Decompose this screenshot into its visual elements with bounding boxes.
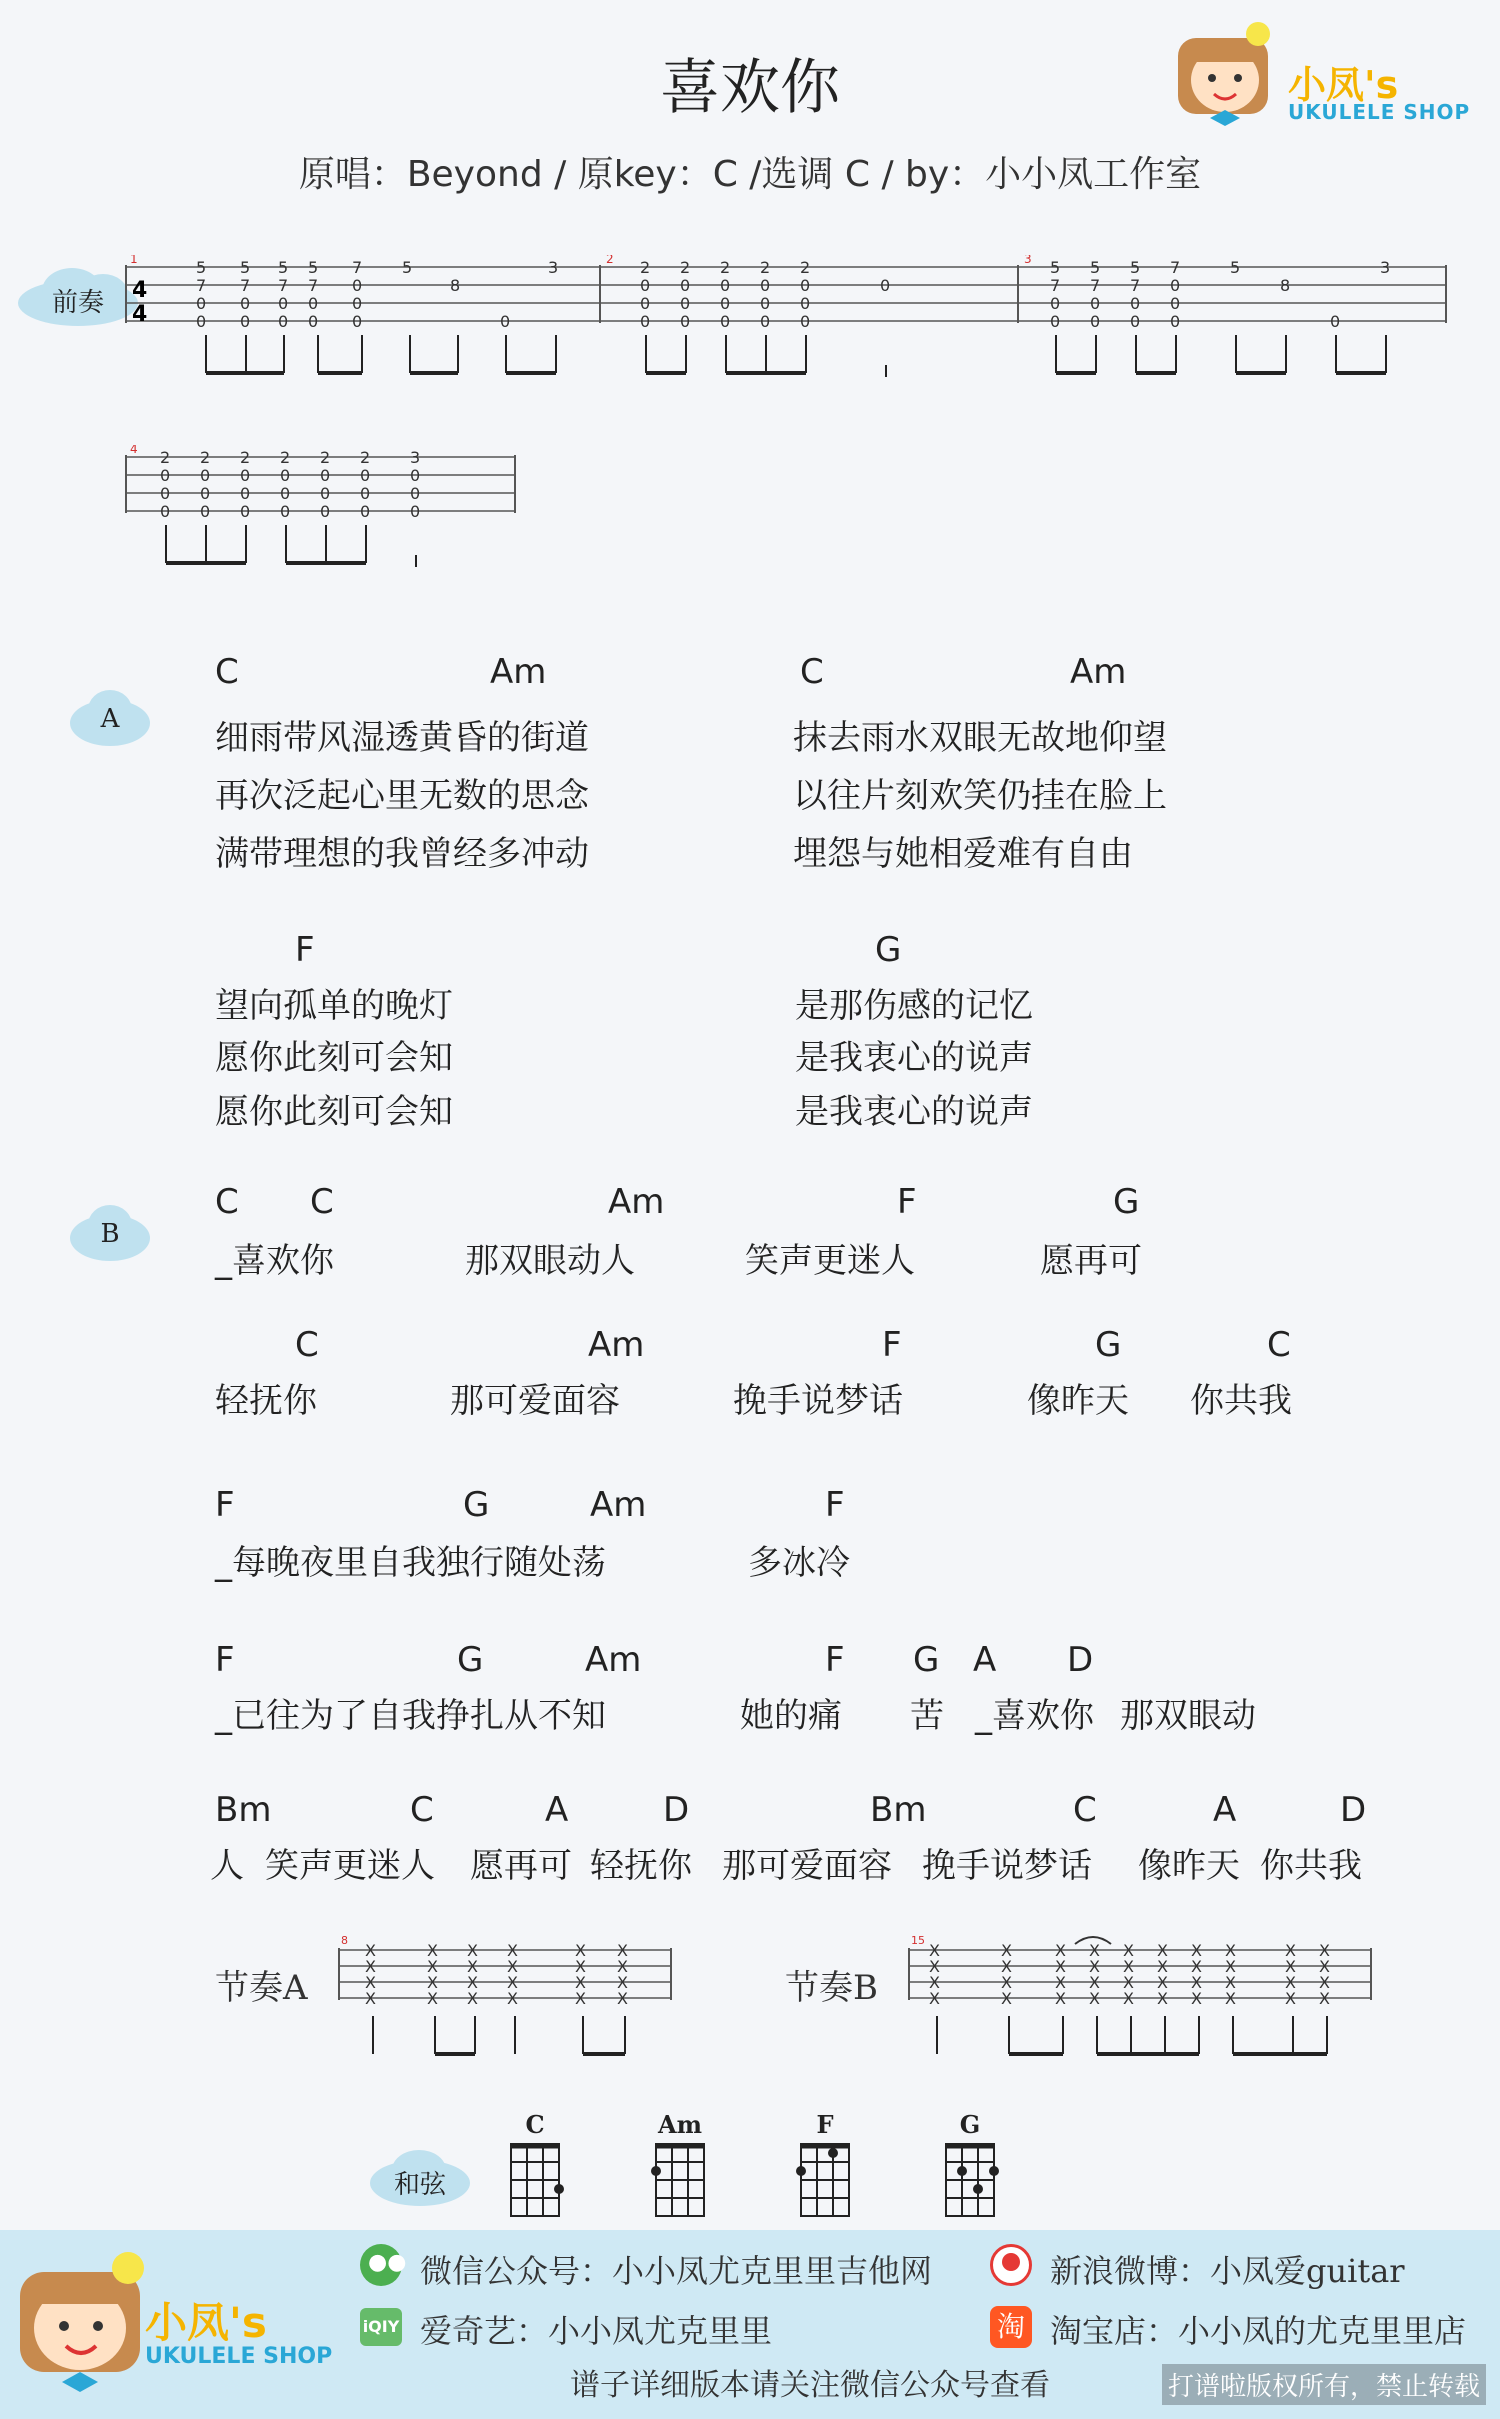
svg-text:X: X: [575, 1941, 586, 1960]
iqiyi-info: 爱奇艺：小小凤尤克里里: [420, 2312, 773, 2350]
svg-text:0: 0: [360, 502, 371, 521]
svg-text:0: 0: [160, 502, 171, 521]
lyric-line: 埋怨与她相爱难有自由: [793, 834, 1133, 874]
svg-text:2: 2: [360, 448, 371, 467]
svg-text:X: X: [1089, 1989, 1100, 2008]
svg-text:X: X: [1157, 1957, 1168, 1976]
svg-text:0: 0: [360, 484, 371, 503]
svg-text:X: X: [929, 1957, 940, 1976]
lyric-phrase: 人: [210, 1846, 244, 1886]
svg-text:X: X: [1089, 1973, 1100, 1992]
svg-text:0: 0: [196, 294, 207, 313]
lyric-phrase: 轻抚你: [590, 1846, 692, 1886]
weibo-info: 新浪微博：小凤爱guitar: [1050, 2252, 1405, 2290]
svg-text:X: X: [1055, 1973, 1066, 1992]
svg-text:7: 7: [1170, 258, 1181, 277]
copyright-notice: 打谱啦版权所有，禁止转载: [1162, 2364, 1486, 2405]
lyric-line: 细雨带风湿透黄昏的街道: [215, 718, 589, 758]
svg-text:X: X: [929, 1941, 940, 1960]
svg-text:0: 0: [800, 294, 811, 313]
svg-text:2: 2: [800, 258, 811, 277]
intro-tab-line-1: [120, 255, 1450, 395]
svg-text:4: 4: [132, 302, 148, 327]
svg-text:X: X: [427, 1941, 438, 1960]
svg-text:0: 0: [1050, 312, 1061, 331]
chord: F: [825, 1485, 845, 1525]
svg-text:X: X: [467, 1941, 478, 1960]
svg-text:X: X: [617, 1989, 628, 2008]
svg-text:X: X: [365, 1941, 376, 1960]
svg-text:0: 0: [280, 466, 291, 485]
svg-text:0: 0: [352, 294, 363, 313]
svg-text:2: 2: [200, 448, 211, 467]
svg-text:0: 0: [800, 276, 811, 295]
svg-text:X: X: [1123, 1941, 1134, 1960]
svg-text:X: X: [1285, 1989, 1296, 2008]
svg-text:X: X: [467, 1989, 478, 2008]
svg-text:X: X: [1285, 1957, 1296, 1976]
measure-number: 2: [606, 255, 614, 266]
svg-text:4: 4: [132, 278, 148, 303]
svg-text:0: 0: [240, 312, 251, 331]
svg-text:X: X: [507, 1957, 518, 1976]
svg-text:0: 0: [200, 484, 211, 503]
svg-text:0: 0: [1330, 312, 1341, 331]
song-subtitle: 原唱：Beyond / 原key：C /选调 C / by：小小凤工作室: [298, 154, 1202, 195]
svg-text:0: 0: [280, 484, 291, 503]
chord: Am: [608, 1182, 665, 1222]
lyric-phrase: 那可爱面容: [722, 1846, 892, 1886]
svg-text:3: 3: [410, 448, 421, 467]
chord-diagram-g: [940, 2110, 1000, 2220]
chord: Am: [588, 1325, 645, 1365]
lyric-line: 抹去雨水双眼无故地仰望: [793, 718, 1167, 758]
chord: Am: [1070, 652, 1127, 692]
svg-text:X: X: [365, 1957, 376, 1976]
lyric-phrase: _已往为了自我挣扎从不知: [215, 1696, 606, 1736]
svg-text:0: 0: [640, 294, 651, 313]
svg-text:0: 0: [1170, 276, 1181, 295]
chord: G: [1113, 1182, 1140, 1222]
lyric-phrase: 笑声更迷人: [745, 1241, 915, 1281]
lyric-phrase: 多冰冷: [748, 1543, 850, 1583]
svg-text:0: 0: [720, 276, 731, 295]
lyric-line: 满带理想的我曾经多冲动: [215, 834, 589, 874]
svg-text:8: 8: [450, 276, 461, 295]
chord: C: [410, 1790, 434, 1830]
svg-text:X: X: [1157, 1973, 1168, 1992]
measure-number: 15: [911, 1934, 925, 1947]
lyric-line: 望向孤单的晚灯: [215, 986, 453, 1026]
svg-text:0: 0: [160, 484, 171, 503]
chord: G: [457, 1640, 484, 1680]
svg-text:0: 0: [280, 502, 291, 521]
chord: F: [295, 930, 315, 970]
chords-label: 和弦: [393, 2170, 446, 2200]
svg-text:0: 0: [1090, 312, 1101, 331]
chord: D: [663, 1790, 690, 1830]
lyric-phrase: 挽手说梦话: [733, 1381, 903, 1421]
svg-text:0: 0: [800, 312, 811, 331]
chord: C: [1073, 1790, 1097, 1830]
svg-text:0: 0: [320, 502, 331, 521]
svg-text:0: 0: [410, 484, 421, 503]
svg-text:2: 2: [760, 258, 771, 277]
svg-text:X: X: [507, 1973, 518, 1992]
chord: F: [882, 1325, 902, 1365]
chord-name: G: [959, 2110, 981, 2139]
lyric-phrase: 挽手说梦话: [922, 1846, 1092, 1886]
chord: F: [825, 1640, 845, 1680]
svg-text:X: X: [1055, 1989, 1066, 2008]
svg-text:0: 0: [640, 312, 651, 331]
svg-text:X: X: [1319, 1941, 1330, 1960]
svg-text:X: X: [617, 1957, 628, 1976]
section-a-label: A: [100, 704, 120, 734]
chord: C: [215, 1182, 239, 1222]
svg-text:0: 0: [410, 502, 421, 521]
chord: C: [800, 652, 824, 692]
svg-text:5: 5: [1230, 258, 1241, 277]
svg-text:X: X: [1123, 1973, 1134, 1992]
lyric-phrase: 她的痛: [740, 1696, 842, 1736]
measure-number: 4: [130, 445, 138, 456]
lyric-line: 是那伤感的记忆: [795, 986, 1033, 1026]
svg-text:0: 0: [352, 276, 363, 295]
svg-text:X: X: [1089, 1957, 1100, 1976]
chord: Am: [490, 652, 547, 692]
svg-text:2: 2: [160, 448, 171, 467]
svg-text:0: 0: [1170, 312, 1181, 331]
svg-text:0: 0: [320, 484, 331, 503]
lyric-phrase: 你共我: [1260, 1846, 1362, 1886]
svg-text:7: 7: [278, 276, 289, 295]
svg-text:X: X: [1285, 1941, 1296, 1960]
svg-text:X: X: [929, 1989, 940, 2008]
svg-text:2: 2: [680, 258, 691, 277]
rhythm-b-tab: [905, 1930, 1375, 2060]
svg-text:7: 7: [352, 258, 363, 277]
measure-number: 3: [1024, 255, 1032, 266]
svg-text:X: X: [1285, 1973, 1296, 1992]
svg-text:X: X: [365, 1989, 376, 2008]
chord-diagram-f: [795, 2110, 855, 2220]
svg-text:X: X: [427, 1957, 438, 1976]
svg-text:X: X: [617, 1941, 628, 1960]
svg-text:5: 5: [1050, 258, 1061, 277]
svg-text:7: 7: [1130, 276, 1141, 295]
svg-text:0: 0: [1170, 294, 1181, 313]
svg-text:5: 5: [240, 258, 251, 277]
lyric-phrase: 愿再可: [1040, 1241, 1142, 1281]
svg-text:X: X: [467, 1973, 478, 1992]
svg-text:X: X: [1055, 1941, 1066, 1960]
svg-text:7: 7: [308, 276, 319, 295]
rhythm-a-tab: [335, 1930, 675, 2060]
svg-text:X: X: [575, 1957, 586, 1976]
lyric-phrase: 那可爱面容: [450, 1381, 620, 1421]
chord: G: [463, 1485, 490, 1525]
lyric-line: 是我衷心的说声: [795, 1092, 1033, 1132]
svg-text:5: 5: [402, 258, 413, 277]
measure-number: 8: [341, 1934, 348, 1947]
lyric-phrase: _喜欢你: [215, 1241, 334, 1281]
chord: F: [897, 1182, 917, 1222]
lyric-line: 以往片刻欢笑仍挂在脸上: [793, 776, 1167, 816]
chord: A: [545, 1790, 569, 1830]
svg-text:0: 0: [240, 466, 251, 485]
svg-text:X: X: [1001, 1957, 1012, 1976]
chord: F: [215, 1485, 235, 1525]
lyric-phrase: 愿再可: [470, 1846, 572, 1886]
footer: [0, 2230, 1500, 2419]
brand-logo: [1170, 20, 1490, 140]
section-b-label: B: [100, 1219, 120, 1249]
svg-text:X: X: [929, 1973, 940, 1992]
svg-text:X: X: [427, 1989, 438, 2008]
svg-text:0: 0: [240, 502, 251, 521]
svg-text:X: X: [1191, 1989, 1202, 2008]
wechat-icon: ●●: [360, 2244, 402, 2286]
chord-name: Am: [657, 2110, 702, 2139]
svg-text:X: X: [1157, 1941, 1168, 1960]
svg-text:0: 0: [1090, 294, 1101, 313]
svg-text:X: X: [507, 1941, 518, 1960]
footer-brand-name: 小凤's: [145, 2298, 267, 2347]
svg-text:X: X: [1225, 1989, 1236, 2008]
chord-diagram-am: [650, 2110, 710, 2220]
svg-text:5: 5: [1090, 258, 1101, 277]
chord: C: [295, 1325, 319, 1365]
svg-text:X: X: [575, 1989, 586, 2008]
svg-text:0: 0: [760, 312, 771, 331]
svg-text:X: X: [1191, 1973, 1202, 1992]
svg-text:0: 0: [360, 466, 371, 485]
svg-text:2: 2: [640, 258, 651, 277]
svg-text:0: 0: [160, 466, 171, 485]
svg-text:0: 0: [352, 312, 363, 331]
svg-text:X: X: [507, 1989, 518, 2008]
svg-text:X: X: [1319, 1957, 1330, 1976]
svg-text:0: 0: [278, 294, 289, 313]
svg-text:0: 0: [308, 312, 319, 331]
rhythm-b-label: 节奏B: [785, 1968, 878, 2008]
song-title: 喜欢你: [660, 53, 840, 123]
measure-number: 1: [130, 255, 138, 266]
section-b-cloud: [70, 1205, 150, 1265]
lyric-phrase: _每晚夜里自我独行随处荡: [215, 1543, 606, 1583]
intro-label: 前奏: [51, 288, 104, 318]
footer-brand-shop: UKULELE SHOP: [145, 2344, 333, 2369]
svg-text:0: 0: [1130, 312, 1141, 331]
brand-shop: UKULELE SHOP: [1288, 100, 1471, 124]
svg-text:0: 0: [720, 294, 731, 313]
svg-text:X: X: [1157, 1989, 1168, 2008]
svg-text:X: X: [1089, 1941, 1100, 1960]
svg-text:7: 7: [1050, 276, 1061, 295]
svg-text:X: X: [365, 1973, 376, 1992]
chord: D: [1340, 1790, 1367, 1830]
lyric-line: 是我衷心的说声: [795, 1038, 1033, 1078]
chord: A: [973, 1640, 997, 1680]
chord: Am: [585, 1640, 642, 1680]
svg-text:0: 0: [196, 312, 207, 331]
svg-text:0: 0: [278, 312, 289, 331]
taobao-info: 淘宝店：小小凤的尤克里里店: [1050, 2312, 1467, 2350]
lyric-line: 愿你此刻可会知: [215, 1038, 453, 1078]
svg-text:X: X: [1001, 1989, 1012, 2008]
chord: G: [913, 1640, 940, 1680]
svg-text:0: 0: [200, 466, 211, 485]
svg-text:7: 7: [196, 276, 207, 295]
chord-name: C: [525, 2110, 545, 2139]
footer-note: 谱子详细版本请关注微信公众号查看: [570, 2368, 1050, 2403]
svg-text:0: 0: [308, 294, 319, 313]
svg-text:2: 2: [320, 448, 331, 467]
svg-text:0: 0: [880, 276, 891, 295]
svg-text:X: X: [427, 1973, 438, 1992]
chord: D: [1067, 1640, 1094, 1680]
chord: C: [1267, 1325, 1291, 1365]
svg-text:X: X: [617, 1973, 628, 1992]
chord: Am: [590, 1485, 647, 1525]
lyric-phrase: 笑声更迷人: [265, 1846, 435, 1886]
taobao-icon: 淘: [990, 2306, 1032, 2348]
svg-text:0: 0: [1130, 294, 1141, 313]
lyric-line: 愿你此刻可会知: [215, 1092, 453, 1132]
girl-mascot-icon: [10, 2248, 160, 2398]
chord: Bm: [215, 1790, 272, 1830]
rhythm-a-label: 节奏A: [215, 1968, 308, 2008]
chord: Bm: [870, 1790, 927, 1830]
chord-name: F: [816, 2110, 834, 2139]
section-a-cloud: [70, 690, 150, 750]
svg-text:X: X: [1123, 1957, 1134, 1976]
svg-text:0: 0: [240, 294, 251, 313]
svg-text:8: 8: [1280, 276, 1291, 295]
svg-text:0: 0: [760, 276, 771, 295]
svg-text:2: 2: [720, 258, 731, 277]
lyric-phrase: 你共我: [1190, 1381, 1292, 1421]
chord-diagram-c: [505, 2110, 565, 2220]
svg-text:0: 0: [410, 466, 421, 485]
svg-text:5: 5: [196, 258, 207, 277]
chord: C: [215, 652, 239, 692]
lyric-phrase: 轻抚你: [215, 1381, 317, 1421]
svg-text:2: 2: [240, 448, 251, 467]
svg-text:0: 0: [1050, 294, 1061, 313]
svg-text:0: 0: [680, 312, 691, 331]
chord: C: [310, 1182, 334, 1222]
svg-text:5: 5: [278, 258, 289, 277]
svg-text:X: X: [1319, 1989, 1330, 2008]
lyric-phrase: 像昨天: [1027, 1381, 1129, 1421]
svg-text:0: 0: [320, 466, 331, 485]
svg-text:X: X: [1225, 1941, 1236, 1960]
lyric-phrase: 苦: [910, 1696, 944, 1736]
svg-text:0: 0: [640, 276, 651, 295]
svg-text:X: X: [1001, 1941, 1012, 1960]
svg-text:3: 3: [548, 258, 559, 277]
lyric-phrase: 像昨天: [1138, 1846, 1240, 1886]
chord: G: [1095, 1325, 1122, 1365]
lyric-phrase: 那双眼动人: [465, 1241, 635, 1281]
iqiyi-icon: iQIY: [360, 2308, 402, 2346]
svg-text:3: 3: [1380, 258, 1391, 277]
svg-text:X: X: [575, 1973, 586, 1992]
svg-text:X: X: [1319, 1973, 1330, 1992]
weibo-icon: [990, 2244, 1032, 2286]
girl-mascot-icon: [1170, 20, 1280, 130]
svg-text:0: 0: [500, 312, 511, 331]
brand-name: 小凤's: [1288, 63, 1399, 107]
svg-text:0: 0: [240, 484, 251, 503]
chords-cloud: [370, 2150, 470, 2210]
svg-text:X: X: [467, 1957, 478, 1976]
svg-text:0: 0: [680, 276, 691, 295]
svg-text:0: 0: [200, 502, 211, 521]
svg-text:7: 7: [240, 276, 251, 295]
svg-text:X: X: [1055, 1957, 1066, 1976]
intro-tab-line-2: [120, 445, 520, 585]
svg-text:X: X: [1191, 1941, 1202, 1960]
svg-text:X: X: [1191, 1957, 1202, 1976]
wechat-info: 微信公众号：小小凤尤克里里吉他网: [420, 2252, 933, 2290]
svg-text:X: X: [1123, 1989, 1134, 2008]
svg-text:5: 5: [1130, 258, 1141, 277]
lyric-phrase: _喜欢你: [975, 1696, 1094, 1736]
svg-text:X: X: [1225, 1973, 1236, 1992]
chord: G: [875, 930, 902, 970]
svg-text:2: 2: [280, 448, 291, 467]
svg-text:0: 0: [680, 294, 691, 313]
chord: A: [1213, 1790, 1237, 1830]
lyric-phrase: 那双眼动: [1120, 1696, 1256, 1736]
svg-text:0: 0: [720, 312, 731, 331]
svg-text:5: 5: [308, 258, 319, 277]
svg-text:0: 0: [760, 294, 771, 313]
chord: F: [215, 1640, 235, 1680]
lyric-line: 再次泛起心里无数的思念: [215, 776, 589, 816]
svg-text:X: X: [1225, 1957, 1236, 1976]
svg-text:X: X: [1001, 1973, 1012, 1992]
svg-text:7: 7: [1090, 276, 1101, 295]
